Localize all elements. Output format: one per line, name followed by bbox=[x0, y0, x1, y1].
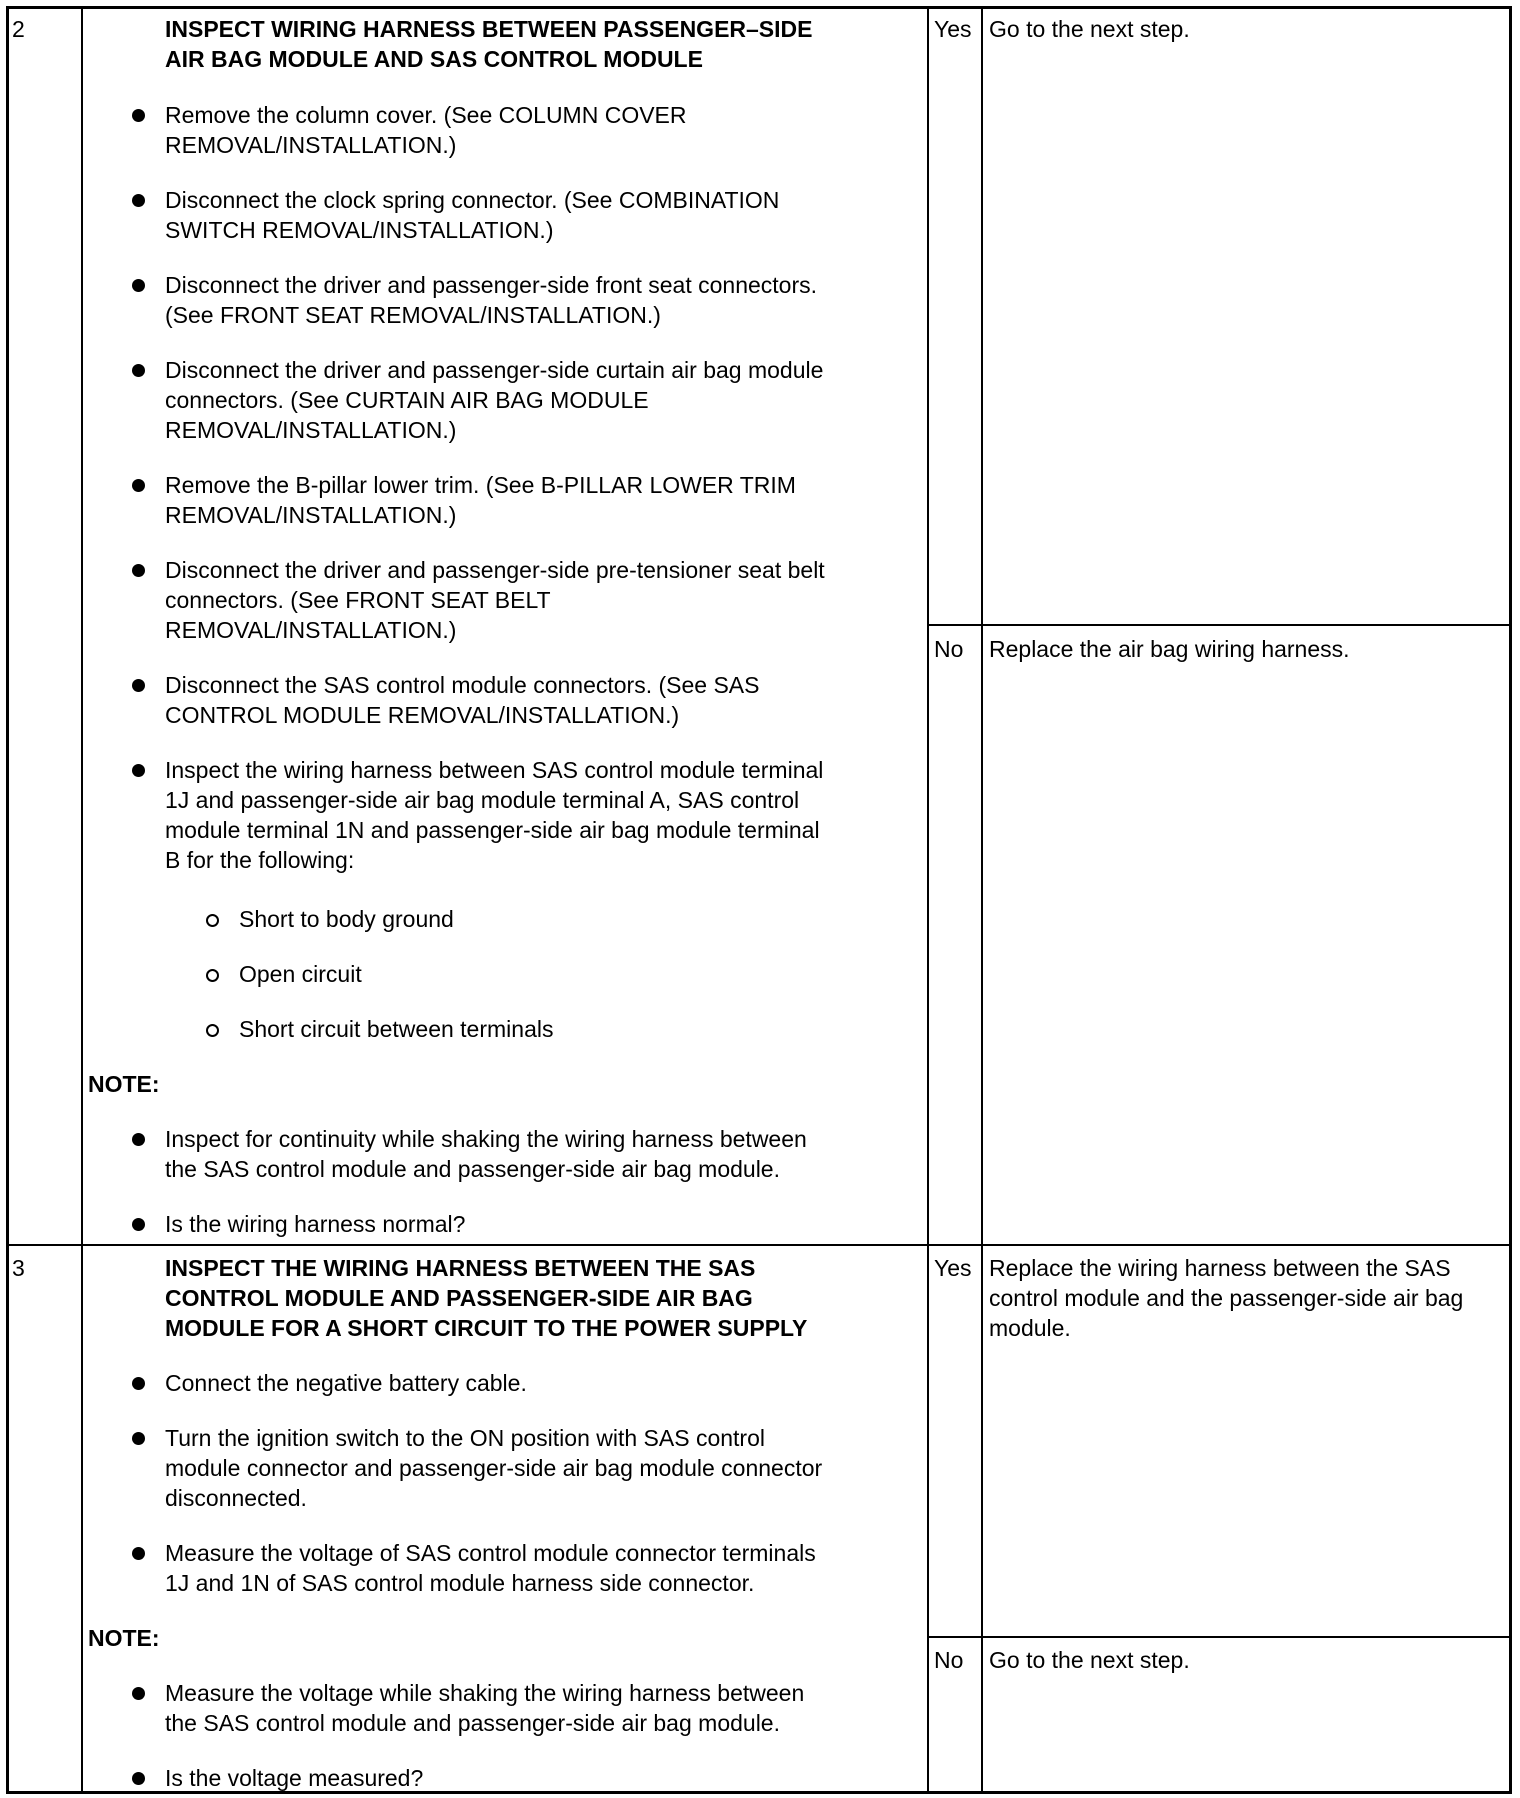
list-item-text: Disconnect the driver and passenger-side pre-tensioner seat belt bbox=[165, 557, 825, 583]
step-heading: MODULE FOR A SHORT CIRCUIT TO THE POWER SUPPLY bbox=[165, 1315, 808, 1341]
hollow-bullet-icon bbox=[206, 1024, 219, 1037]
bullet-icon bbox=[132, 479, 145, 492]
yes-action-text: Go to the next step. bbox=[989, 16, 1190, 42]
yes-label: Yes bbox=[934, 16, 972, 42]
list-item-text: REMOVAL/INSTALLATION.) bbox=[165, 502, 457, 528]
bullet-icon bbox=[132, 1772, 145, 1785]
no-label: No bbox=[934, 1647, 964, 1673]
list-item-text: disconnected. bbox=[165, 1485, 307, 1511]
sub-item-text: Open circuit bbox=[239, 961, 362, 987]
list-item-text: (See FRONT SEAT REMOVAL/INSTALLATION.) bbox=[165, 302, 661, 328]
step-heading: INSPECT WIRING HARNESS BETWEEN PASSENGER–SIDE bbox=[165, 16, 813, 42]
step-number: 2 bbox=[12, 16, 25, 42]
column-divider-result bbox=[981, 6, 983, 1794]
note-label: NOTE: bbox=[88, 1071, 160, 1097]
bullet-icon bbox=[132, 194, 145, 207]
hollow-bullet-icon bbox=[206, 914, 219, 927]
bullet-icon bbox=[132, 1133, 145, 1146]
list-item-text: Disconnect the driver and passenger-side front seat connectors. bbox=[165, 272, 818, 298]
list-item-text: Remove the column cover. (See COLUMN COVER bbox=[165, 102, 687, 128]
list-item-text: Disconnect the SAS control module connectors. (See SAS bbox=[165, 672, 760, 698]
step-number: 3 bbox=[12, 1255, 25, 1281]
list-item-text: REMOVAL/INSTALLATION.) bbox=[165, 417, 457, 443]
note-label: NOTE: bbox=[88, 1625, 160, 1651]
list-item-text: Measure the voltage while shaking the wiring harness between bbox=[165, 1680, 805, 1706]
step-heading: CONTROL MODULE AND PASSENGER-SIDE AIR BAG bbox=[165, 1285, 753, 1311]
list-item-text: connectors. (See CURTAIN AIR BAG MODULE bbox=[165, 387, 649, 413]
sub-item-text: Short to body ground bbox=[239, 906, 454, 932]
bullet-icon bbox=[132, 1377, 145, 1390]
step-heading: INSPECT THE WIRING HARNESS BETWEEN THE SAS bbox=[165, 1255, 756, 1281]
list-item-text: 1J and 1N of SAS control module harness side connector. bbox=[165, 1570, 755, 1596]
list-item-text: Is the voltage measured? bbox=[165, 1765, 424, 1791]
row-divider-step2-yes-no bbox=[927, 624, 1512, 626]
no-label: No bbox=[934, 636, 964, 662]
list-item-text: Disconnect the driver and passenger-side curtain air bag module bbox=[165, 357, 824, 383]
bullet-icon bbox=[132, 364, 145, 377]
list-item-text: Disconnect the clock spring connector. (See COMBINATION bbox=[165, 187, 780, 213]
list-item-text: the SAS control module and passenger-side air bag module. bbox=[165, 1156, 780, 1182]
bullet-icon bbox=[132, 564, 145, 577]
yes-label: Yes bbox=[934, 1255, 972, 1281]
list-item-text: the SAS control module and passenger-side air bag module. bbox=[165, 1710, 780, 1736]
bullet-icon bbox=[132, 1687, 145, 1700]
no-action-text: Replace the air bag wiring harness. bbox=[989, 636, 1350, 662]
no-action-text: Go to the next step. bbox=[989, 1647, 1190, 1673]
sub-item-text: Short circuit between terminals bbox=[239, 1016, 554, 1042]
row-divider-step3-yes-no bbox=[927, 1636, 1512, 1638]
list-item-text: REMOVAL/INSTALLATION.) bbox=[165, 132, 457, 158]
list-item-text: module terminal 1N and passenger-side air bag module terminal bbox=[165, 817, 820, 843]
bullet-icon bbox=[132, 764, 145, 777]
bullet-icon bbox=[132, 1432, 145, 1445]
list-item-text: Is the wiring harness normal? bbox=[165, 1211, 466, 1237]
list-item-text: Inspect the wiring harness between SAS control module terminal bbox=[165, 757, 824, 783]
step-heading: AIR BAG MODULE AND SAS CONTROL MODULE bbox=[165, 46, 703, 72]
bullet-icon bbox=[132, 1218, 145, 1231]
bullet-icon bbox=[132, 679, 145, 692]
list-item-text: 1J and passenger-side air bag module terminal A, SAS control bbox=[165, 787, 800, 813]
list-item-text: Measure the voltage of SAS control module connector terminals bbox=[165, 1540, 816, 1566]
column-divider-number bbox=[81, 6, 83, 1794]
list-item-text: REMOVAL/INSTALLATION.) bbox=[165, 617, 457, 643]
list-item-text: Inspect for continuity while shaking the wiring harness between bbox=[165, 1126, 807, 1152]
bullet-icon bbox=[132, 109, 145, 122]
bullet-icon bbox=[132, 1547, 145, 1560]
row-divider-step2-step3 bbox=[6, 1244, 1512, 1246]
bullet-icon bbox=[132, 279, 145, 292]
list-item-text: connectors. (See FRONT SEAT BELT bbox=[165, 587, 551, 613]
list-item-text: CONTROL MODULE REMOVAL/INSTALLATION.) bbox=[165, 702, 680, 728]
hollow-bullet-icon bbox=[206, 969, 219, 982]
column-divider-procedure bbox=[927, 6, 929, 1794]
list-item-text: Remove the B-pillar lower trim. (See B-PILLAR LOWER TRIM bbox=[165, 472, 796, 498]
list-item-text: Connect the negative battery cable. bbox=[165, 1370, 527, 1396]
list-item-text: SWITCH REMOVAL/INSTALLATION.) bbox=[165, 217, 554, 243]
list-item-text: B for the following: bbox=[165, 847, 355, 873]
yes-action-text: Replace the wiring harness between the SAS bbox=[989, 1255, 1451, 1281]
yes-action-text: control module and the passenger-side air bag bbox=[989, 1285, 1464, 1311]
yes-action-text: module. bbox=[989, 1315, 1071, 1341]
list-item-text: module connector and passenger-side air bag module connector bbox=[165, 1455, 823, 1481]
list-item-text: Turn the ignition switch to the ON position with SAS control bbox=[165, 1425, 765, 1451]
